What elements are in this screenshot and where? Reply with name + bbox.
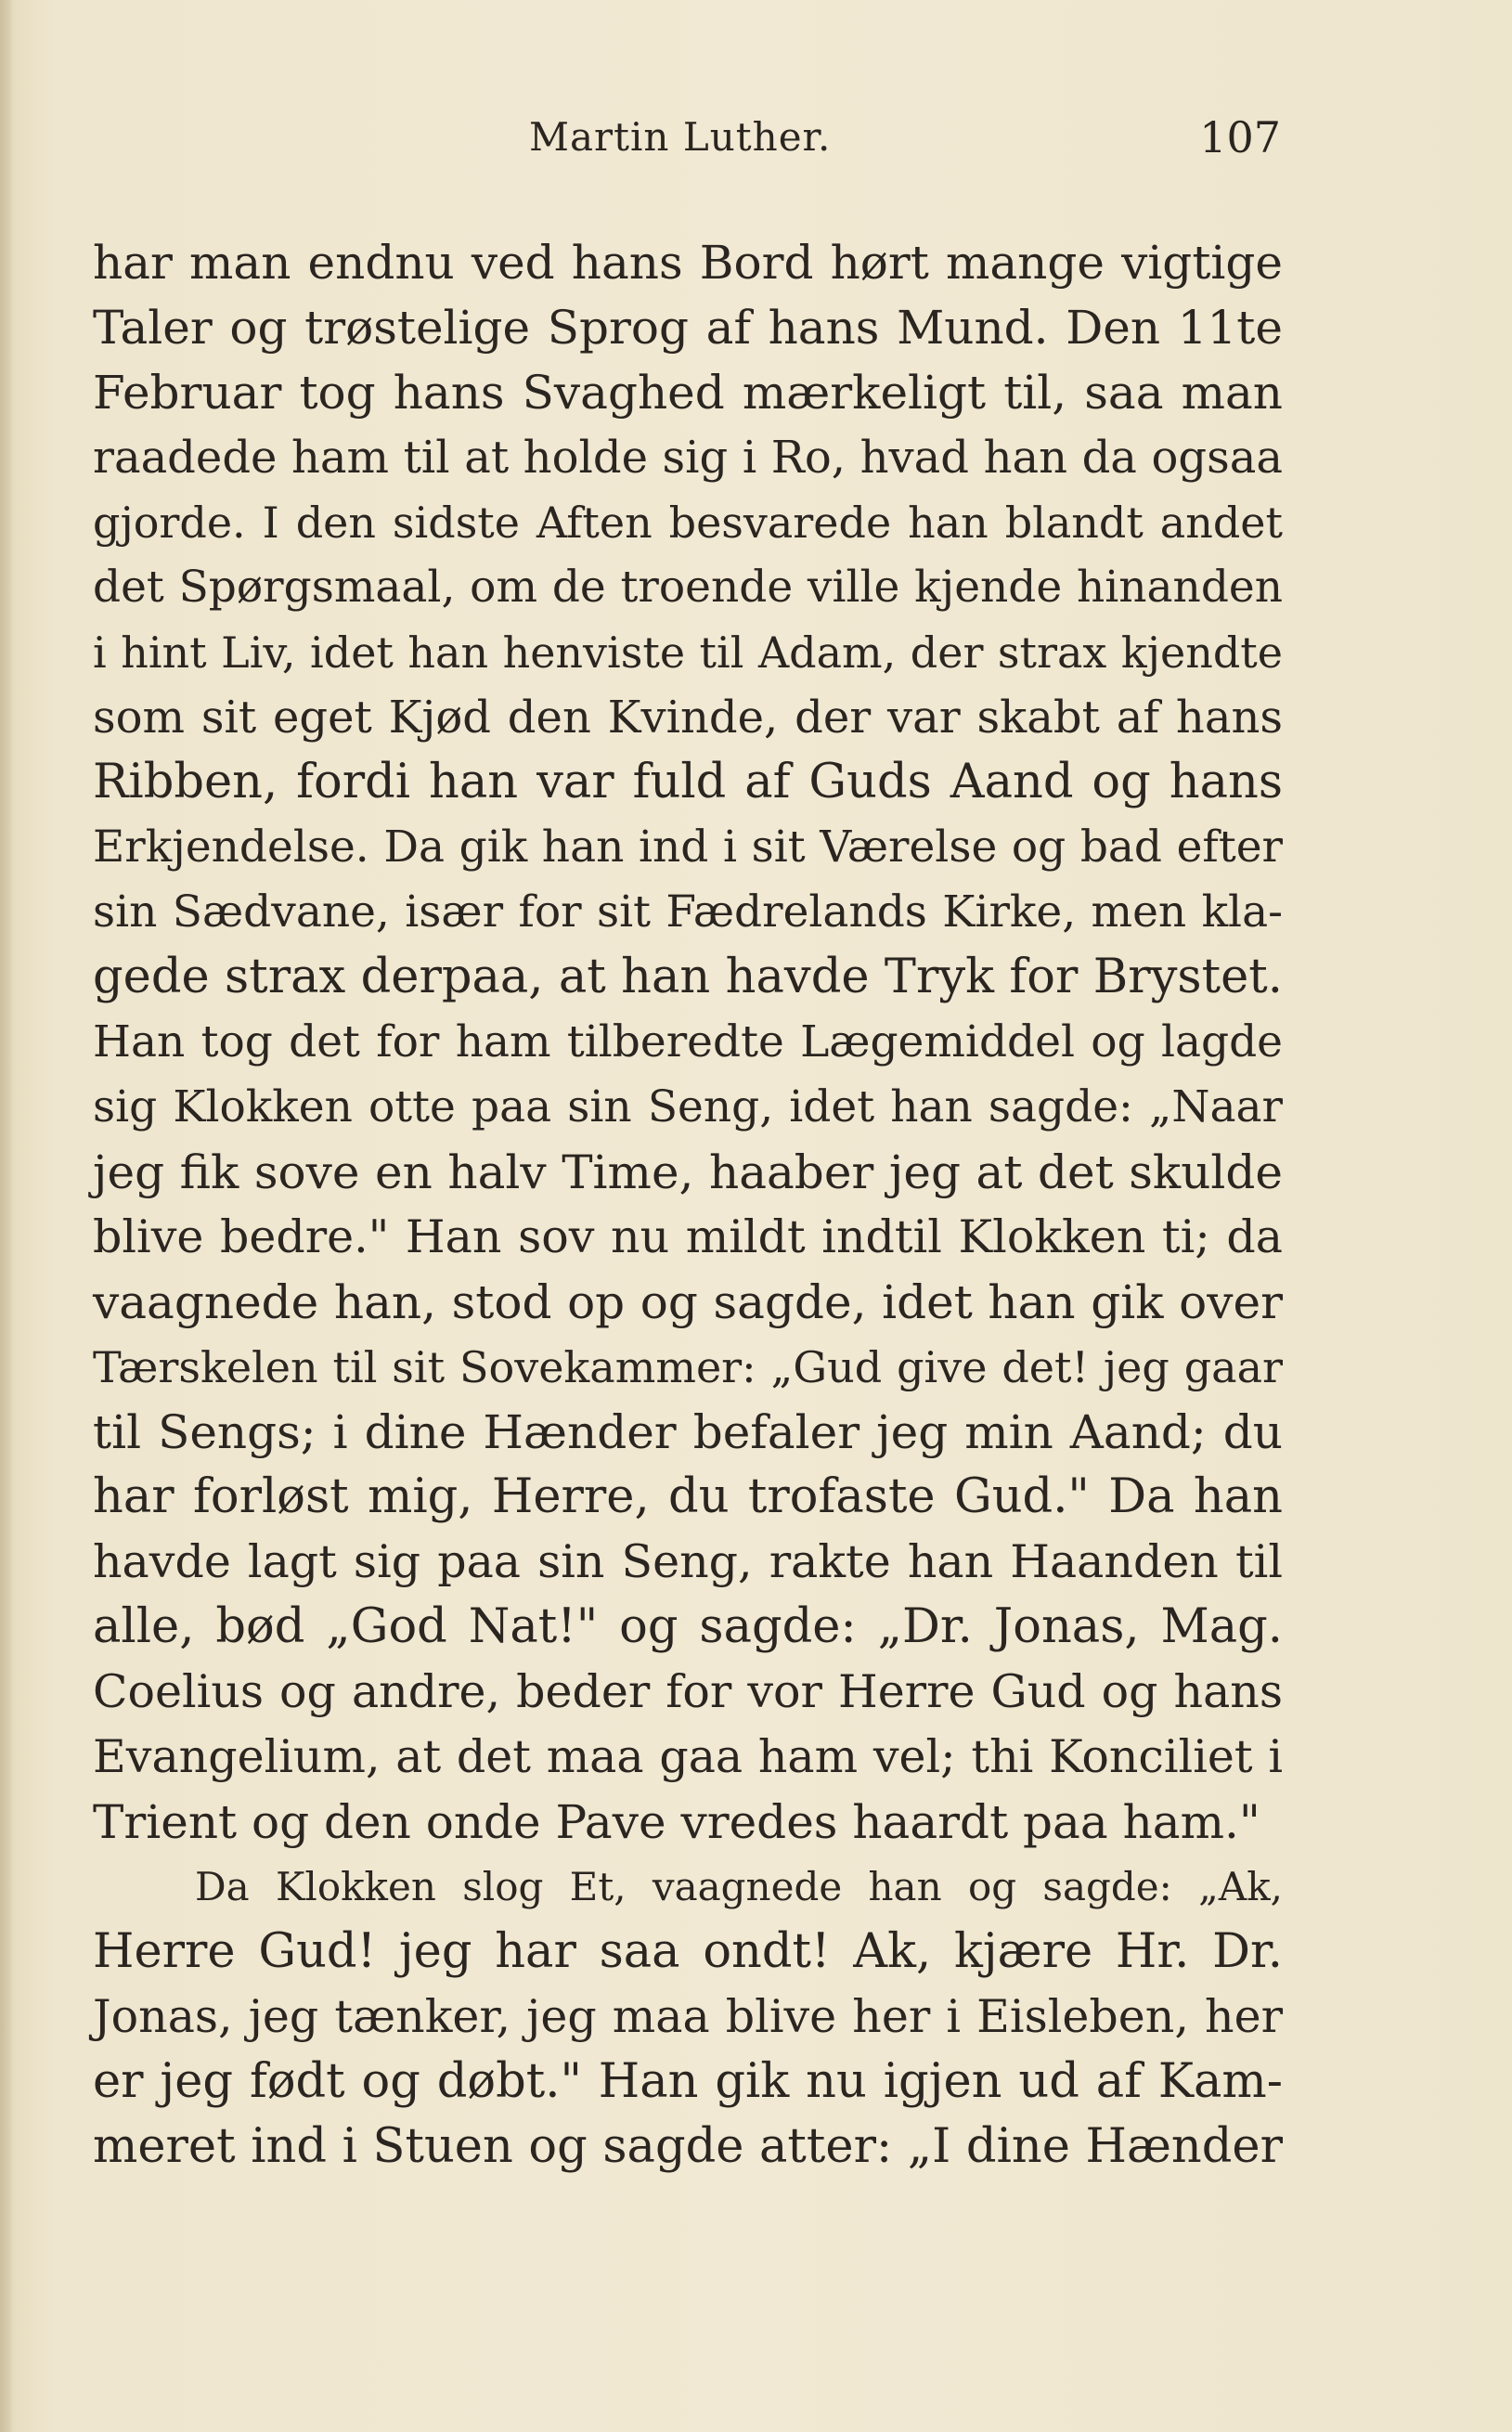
paragraph-end-line: Trient og den onde Pave vredes haardt paa ham." xyxy=(93,1795,1260,1849)
text-line: Han tog det for ham tilberedte Lægemiddel og lagde xyxy=(93,1016,1283,1067)
text-line: jeg fik sove en halv Time, haaber jeg at det skulde xyxy=(93,1145,1283,1199)
text-line: Herre Gud! jeg har saa ondt! Ak, kjære Hr. Dr. xyxy=(93,1924,1283,1979)
text-line: raadede ham til at holde sig i Ro, hvad han da ogsaa xyxy=(93,432,1283,484)
text-line: det Spørgsmaal, om de troende ville kjende hinanden xyxy=(93,562,1283,613)
text-line: sig Klokken otte paa sin Seng, idet han sagde: „Naar xyxy=(93,1081,1283,1132)
paragraph-start-line: Da Klokken slog Et, vaagnede han og sagde: „Ak, xyxy=(195,1864,1283,1909)
text-line: har man endnu ved hans Bord hørt mange vigtige xyxy=(93,236,1283,290)
text-line: er jeg født og døbt." Han gik nu igjen ud af Kam- xyxy=(93,2054,1283,2109)
text-line: sin Sædvane, især for sit Fædrelands Kirke, men kla- xyxy=(93,886,1283,938)
text-line: Jonas, jeg tænker, jeg maa blive her i Eisleben, her xyxy=(93,1990,1283,2043)
text-line: havde lagt sig paa sin Seng, rakte han Haanden til xyxy=(93,1535,1283,1588)
text-line: blive bedre." Han sov nu mildt indtil Klokken ti; da xyxy=(93,1210,1283,1263)
running-title: Martin Luther. xyxy=(529,114,832,160)
text-line: gjorde. I den sidste Aften besvarede han blandt andet xyxy=(93,498,1283,548)
page-edge-shadow xyxy=(0,0,13,2432)
text-line: Coelius og andre, beder for vor Herre Gud og hans xyxy=(93,1665,1283,1718)
text-line: Evangelium, at det maa gaa ham vel; thi Konciliet i xyxy=(93,1730,1283,1783)
text-line: Erkjendelse. Da gik han ind i sit Værelse og bad efter xyxy=(93,821,1283,873)
text-line: til Sengs; i dine Hænder befaler jeg min Aand; du xyxy=(93,1405,1283,1459)
text-line: Taler og trøstelige Sprog af hans Mund. Den 11te xyxy=(93,301,1283,355)
running-head xyxy=(93,110,1281,165)
page-number: 107 xyxy=(1199,112,1281,162)
text-line: meret ind i Stuen og sagde atter: „I dine Hænder xyxy=(93,2119,1283,2174)
text-line: Februar tog hans Svaghed mærkeligt til, saa man xyxy=(93,366,1283,420)
text-line: alle, bød „God Nat!" og sagde: „Dr. Jonas, Mag. xyxy=(93,1599,1283,1654)
text-line: i hint Liv, idet han henviste til Adam, der strax kjendte xyxy=(93,627,1283,678)
text-line: vaagnede han, stod op og sagde, idet han gik over xyxy=(93,1275,1283,1329)
text-line: som sit eget Kjød den Kvinde, der var skabt af hans xyxy=(93,692,1283,744)
text-line: Ribben, fordi han var fuld af Guds Aand og hans xyxy=(93,755,1283,809)
text-line: Tærskelen til sit Sovekammer: „Gud give det! jeg gaar xyxy=(93,1342,1283,1392)
body-text xyxy=(93,230,1283,2180)
text-line: gede strax derpaa, at han havde Tryk for Brystet. xyxy=(93,950,1283,1004)
text-line: har forløst mig, Herre, du trofaste Gud." Da han xyxy=(93,1469,1283,1524)
